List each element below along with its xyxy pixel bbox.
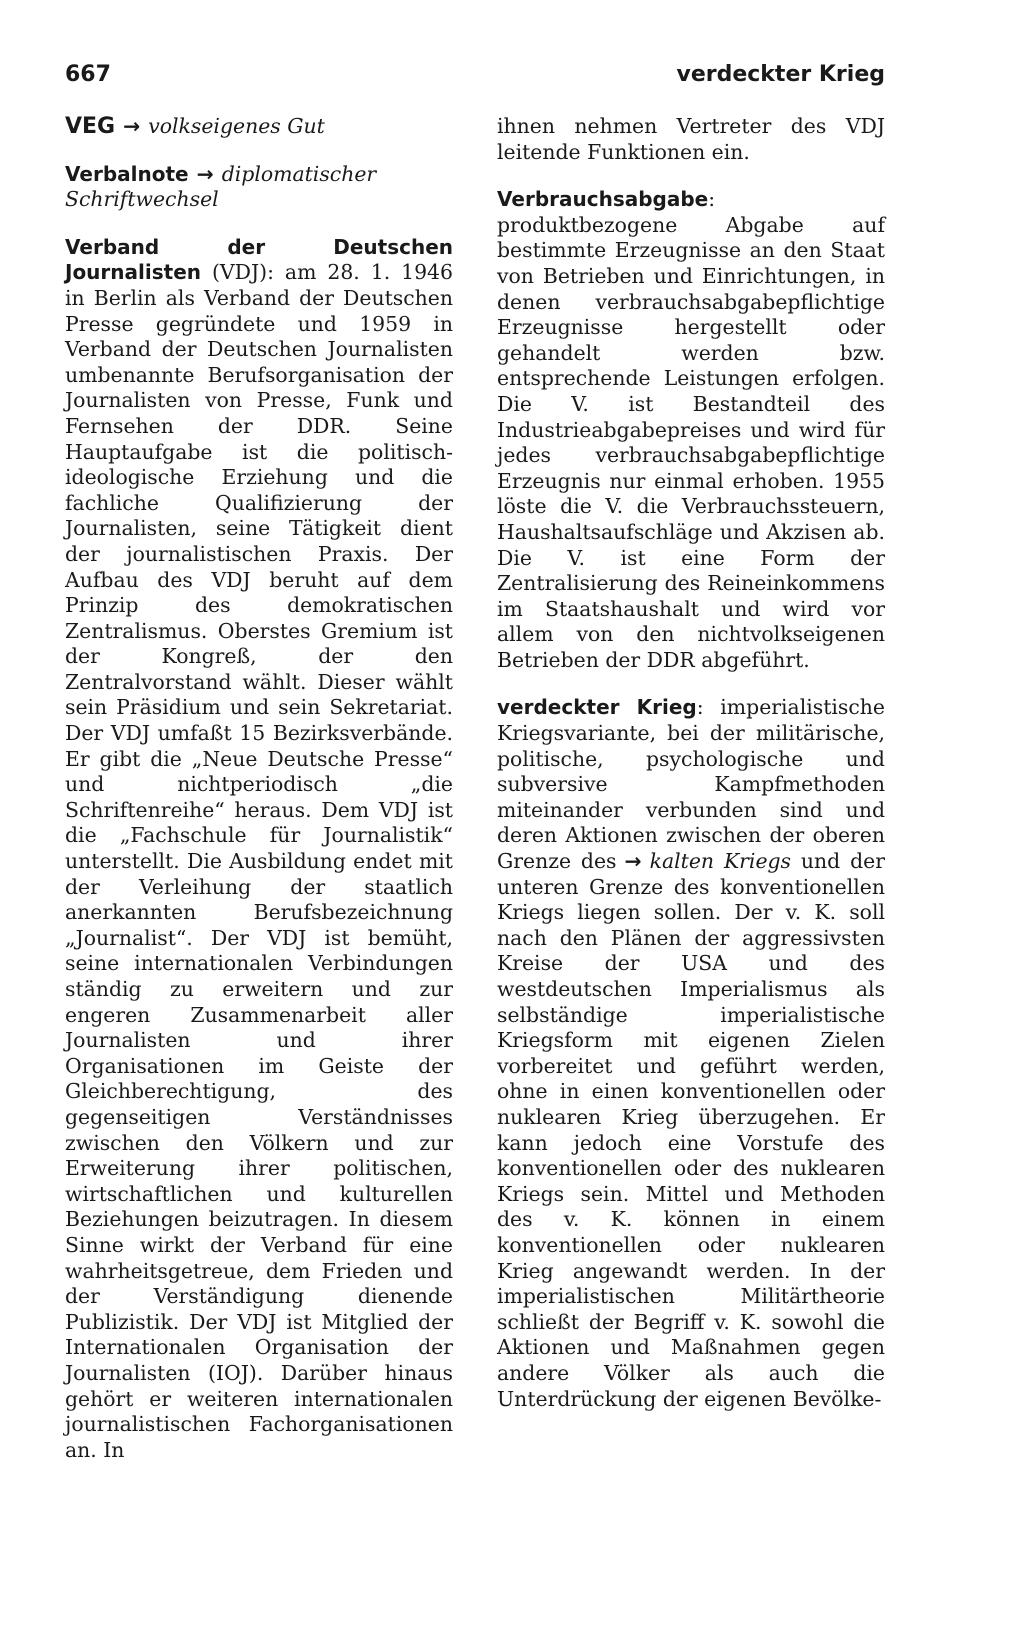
column-left bbox=[65, 114, 453, 1485]
entry-veg bbox=[65, 114, 453, 140]
cross-reference-veg: volkseigenes Gut bbox=[148, 114, 325, 138]
definition-verdeckter-krieg-part-b: und der unteren Grenze des konventionellen Kriegs liegen sollen. Der v. K. soll nach den Plänen der aggressivsten Kreise der USA und des westdeutschen Imperialismus als selbständige imperialistische Kriegsform mit eigenen Zielen vorbereitet und geführt werden, ohne in einen konventionellen oder nuklearen Krieg überzugehen. Er kann jedoch eine Vorstufe des konventionellen oder des nuklearen Kriegs sein. Mittel und Methoden des v. K. können in einem konventionellen oder nuklearen Krieg angewandt werden. In der imperialistischen Militärtheorie schließt der Begriff v. K. sowohl die Aktionen und Maßnahmen gegen andere Völker als auch die Unterdrückung der eigenen Bevölke- bbox=[497, 849, 885, 1411]
entry-vdj bbox=[65, 235, 453, 1464]
definition-verdeckter-krieg-part-a: : imperialistische Kriegsvariante, bei der militärische, politische, psychologische und subversive Kampfmethoden miteinander verbunden sind und deren Aktionen zwischen der oberen Grenze des bbox=[497, 695, 885, 874]
cross-reference-kalter-krieg: kalten Kriegs bbox=[649, 849, 792, 874]
entry-verbrauchsabgabe bbox=[497, 187, 885, 673]
entry-verbalnote bbox=[65, 162, 453, 213]
running-head: verdeckter Krieg bbox=[676, 62, 885, 87]
cross-reference-arrow-icon: → bbox=[624, 849, 642, 874]
lemma-verbalnote: Verbalnote bbox=[65, 161, 189, 186]
page-number: 667 bbox=[65, 62, 111, 87]
lemma-vdj: Verband der Deutschen Journalisten bbox=[65, 234, 453, 285]
lemma-verbrauchsabgabe: Verbrauchsabgabe bbox=[497, 187, 709, 212]
column-right bbox=[497, 114, 885, 1434]
cross-reference-arrow-icon: → bbox=[123, 114, 141, 138]
definition-verbrauchsabgabe: : produktbezogene Abgabe auf bestimmte Erzeugnisse an den Staat von Betrieben und Einrichtungen, in denen verbrauchsabgabepflichtige Erzeugnisse hergestellt oder gehandelt werden bzw. entsprechende Leistungen erfolgen. Die V. ist Bestandteil des Industrieabgabepreises und wird für jedes verbrauchsabgabepflichtige Erzeugnis nur einmal erhoben. 1955 löste die V. die Verbrauchssteuern, Haushaltsaufschläge und Akzisen ab. Die V. ist eine Form der Zentralisierung des Reineinkommens im Staatshaushalt und wird vor allem von den nichtvolkseigenen Betrieben der DDR abgeführt. bbox=[497, 187, 885, 672]
definition-vdj-continuation: ihnen nehmen Vertreter des VDJ leitende Funktionen ein. bbox=[497, 114, 885, 164]
definition-vdj: (VDJ): am 28. 1. 1946 in Berlin als Verband der Deutschen Presse gegründete und 1959 in Verband der Deutschen Journalisten umbenannte Berufsorganisation der Journalisten von Presse, Funk und Fernsehen der DDR. Seine Hauptaufgabe ist die politisch-ideologische Erziehung und die fachliche Qualifizierung der Journalisten, seine Tätigkeit dient der journalistischen Praxis. Der Aufbau des VDJ beruht auf dem Prinzip des demokratischen Zentralismus. Oberstes Gremium ist der Kongreß, der den Zentralvorstand wählt. Dieser wählt sein Präsidium und sein Sekretariat. Der VDJ umfaßt 15 Bezirksverbände. Er gibt die „Neue Deutsche Presse“ und nichtperiodisch „die Schriftenreihe“ heraus. Dem VDJ ist die „Fachschule für Journalistik“ unterstellt. Die Ausbildung endet mit der Verleihung der staatlich anerkannten Berufsbezeichnung „Journalist“. Der VDJ ist bemüht, seine internationalen Verbindungen ständig zu erweitern und zur engeren Zusammenarbeit aller Journalisten und ihrer Organisationen im Geiste der Gleichberechtigung, des gegenseitigen Verständnisses zwischen den Völkern und zur Erweiterung ihrer politischen, wirtschaftlichen und kulturellen Beziehungen beizutragen. In diesem Sinne wirkt der Verband für eine wahrheitsgetreue, dem Frieden und der Verständigung dienende Publizistik. Der VDJ ist Mitglied der Internationalen Organisation der Journalisten (IOJ). Darüber hinaus gehört er weiteren internationalen journalistischen Fachorganisationen an. In bbox=[65, 260, 453, 1462]
entry-vdj-continuation bbox=[497, 114, 885, 165]
lemma-verdeckter-krieg: verdeckter Krieg bbox=[497, 695, 697, 720]
lemma-veg: VEG bbox=[65, 114, 116, 139]
cross-reference-arrow-icon: → bbox=[196, 161, 214, 186]
entry-verdeckter-krieg bbox=[497, 695, 885, 1412]
cross-reference-verbalnote: diplomatischer Schriftwechsel bbox=[65, 161, 377, 212]
